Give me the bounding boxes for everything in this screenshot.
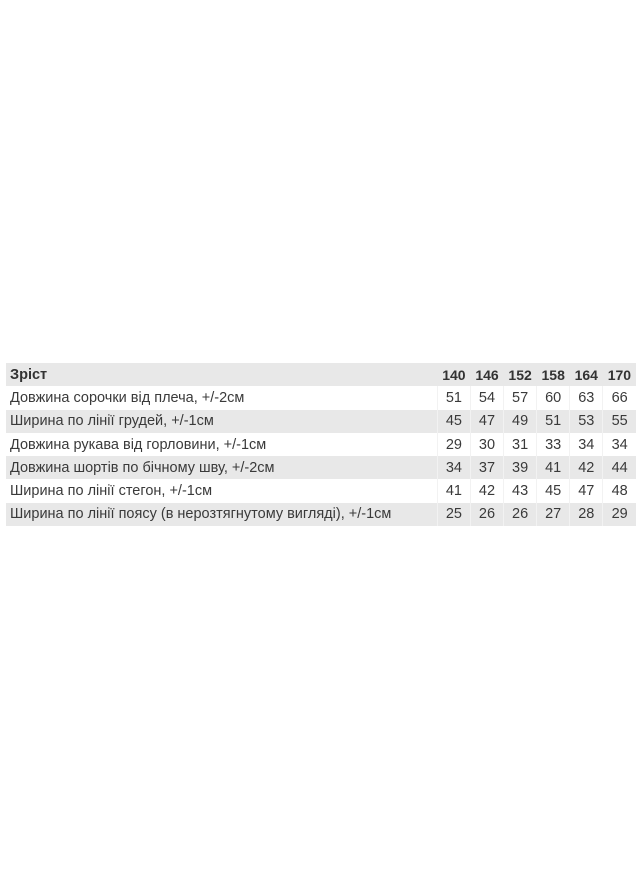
row-label: Довжина сорочки від плеча, +/-2см [10,389,245,406]
table-cell: 47 [470,410,503,433]
table-cell: 30 [470,433,503,456]
table-cell: 54 [470,386,503,409]
header-size-164: 164 [574,366,598,383]
table-cell: 45 [537,479,570,502]
table-cell: 42 [470,479,503,502]
row-label: Довжина рукава від горловини, +/-1см [10,436,267,453]
table-cell: 57 [504,386,537,409]
table-cell: 51 [537,410,570,433]
table-cell: 41 [537,456,570,479]
row-label: Ширина по лінії стегон, +/-1см [10,483,213,500]
table-cell: 42 [570,456,603,479]
table-cell: 55 [603,410,636,433]
table-cell: 47 [570,479,603,502]
table-cell: 43 [504,479,537,502]
table-cell: 34 [437,456,470,479]
table-cell: 45 [437,410,470,433]
header-size-152: 152 [508,366,532,383]
table-row [6,433,636,456]
row-label: Ширина по лінії поясу (в нерозтягнутому вигляді), +/-1см [10,506,392,523]
table-cell: 41 [437,479,470,502]
table-cell: 26 [470,503,503,526]
table-cell: 29 [603,503,636,526]
table-header-row [6,363,636,386]
table-row [6,410,636,433]
table-row [6,503,636,526]
table-cell: 39 [504,456,537,479]
header-size-158: 158 [541,366,565,383]
header-size-146: 146 [475,366,499,383]
table-row [6,456,636,479]
row-label: Довжина шортів по бічному шву, +/-2см [10,459,275,476]
table-cell: 33 [537,433,570,456]
table-cell: 53 [570,410,603,433]
table-cell: 34 [603,433,636,456]
header-size-170: 170 [607,366,632,383]
table-cell: 48 [603,479,636,502]
row-label: Ширина по лінії грудей, +/-1см [10,413,214,430]
table-cell: 51 [437,386,470,409]
table-cell: 49 [504,410,537,433]
size-chart-table [6,363,636,526]
table-cell: 60 [537,386,570,409]
table-cell: 27 [537,503,570,526]
table-row [6,479,636,502]
table-row [6,386,636,409]
table-cell: 26 [504,503,537,526]
table-cell: 44 [603,456,636,479]
table-cell: 34 [570,433,603,456]
header-height-label: Зріст [10,366,48,383]
table-cell: 66 [603,386,636,409]
table-cell: 28 [570,503,603,526]
header-size-140: 140 [442,366,466,383]
table-cell: 37 [470,456,503,479]
table-cell: 31 [504,433,537,456]
table-cell: 63 [570,386,603,409]
table-cell: 25 [437,503,470,526]
table-cell: 29 [437,433,470,456]
